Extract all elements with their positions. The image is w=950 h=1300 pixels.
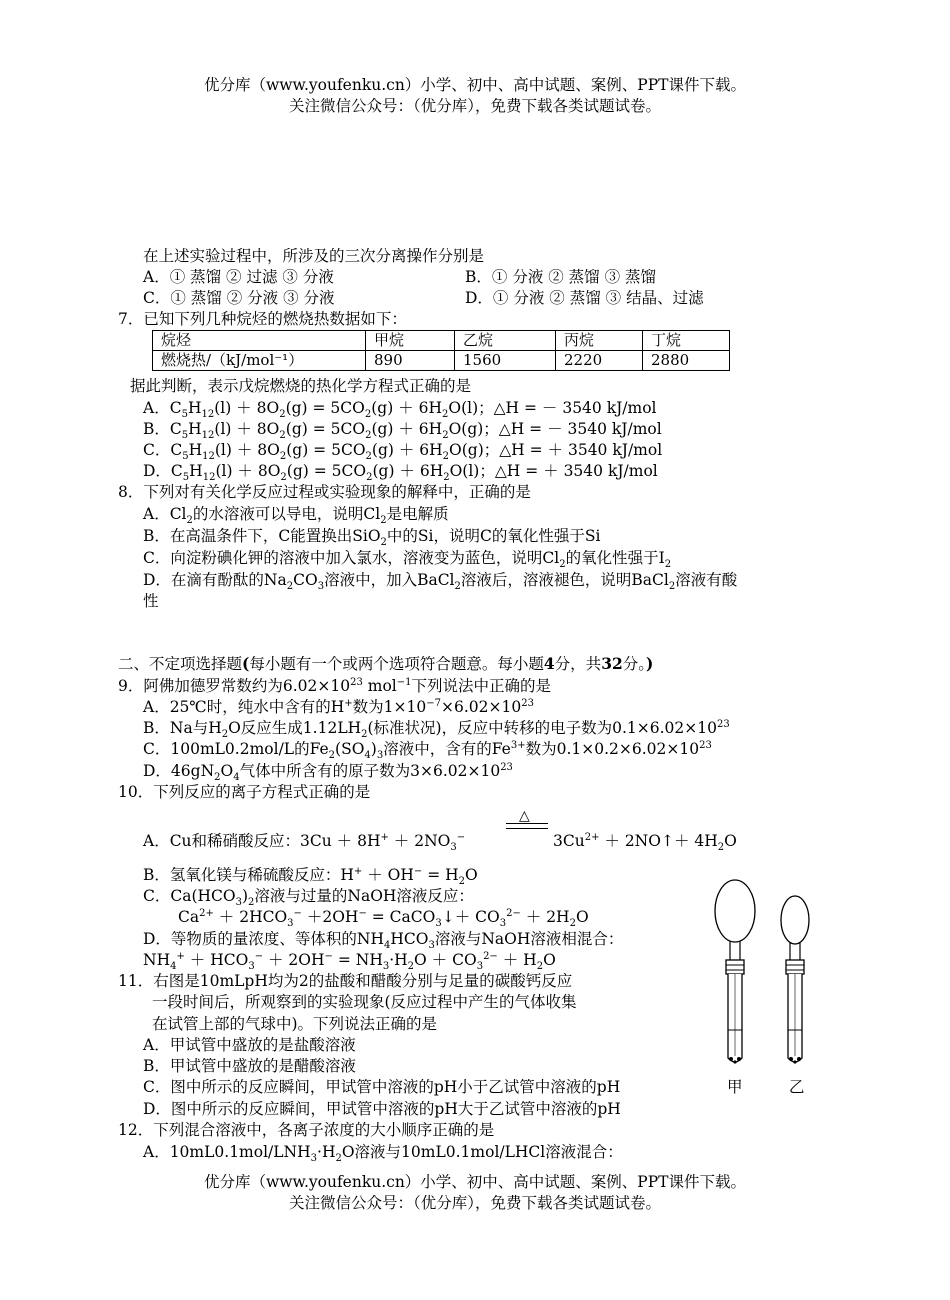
balloon-yi [781,896,809,944]
section-2-title-mid: 分，共 [554,655,602,673]
q6-option-a: A．① 蒸馏 ② 过滤 ③ 分液 [143,268,334,286]
section-2-score-per: 4 [543,654,555,673]
q7-option-a: A．$C_5H_{12}(l) + 8O_2(g) = 5CO_2(g) + 6H_2O(l)$；△H = － 3540 kJ/mol [143,399,657,421]
q9-option-b: B．Na与$H_2O$反应生成$1.12LH_2$(标准状况)，反应中转移的电子数为$0.1\times 6.02\times 10^{23}$ [143,718,730,741]
q9-stem: 9．阿佛加德罗常数约为$6.02\times 10^{23}$ mol$^{-1}$下列说法中正确的是 [118,676,552,695]
label-jia: 甲 [727,1078,743,1096]
equals-line-bottom [506,828,548,829]
balloon-jia [715,880,755,942]
q7-stem: 7．已知下列几种烷烃的燃烧热数据如下： [118,310,407,328]
q10-option-c-equation: $Ca^{2+} + 2HCO_3^- +2OH^-$ = CaCO$_3$↓＋ $CO_3^{2-} + 2H_2O$ [178,907,589,930]
q11-option-b: B．甲试管中盛放的是醋酸溶液 [143,1057,356,1075]
footer-line-2: 关注微信公众号：（优分库），免费下载各类试题试卷。 [288,1194,661,1212]
q10-stem: 10．下列反应的离子方程式正确的是 [118,783,371,801]
balloon-neck-yi [790,943,800,960]
q6-option-c: C．① 蒸馏 ② 分液 ③ 分液 [143,289,335,307]
q11-line-2: 一段时间后，所观察到的实验现象(反应过程中产生的气体收集 [152,993,577,1011]
q10-option-c: C．$Ca(HCO_3)_2$溶液与过量的NaOH溶液反应： [143,887,474,909]
test-tube-figure [700,878,850,1078]
q8-stem: 8．下列对有关化学反应过程或实验现象的解释中，正确的是 [118,483,531,501]
combustion-heat-table [152,330,730,371]
q7-option-c: C．$C_5H_{12}(l) + 8O_2(g) = 5CO_2(g) + 6H_2O(g)$；△H = ＋ 3540 kJ/mol [143,441,663,463]
test-tube-jia [715,880,755,1064]
footer-line-1: 优分库（www.youfenku.cn）小学、初中、高中试题、案例、PPT课件下载。 [203,1173,747,1191]
table-row [153,351,730,371]
table-cell: 燃烧热/（kJ/mol⁻¹） [153,351,366,371]
table-cell: 烷烃 [153,331,366,351]
q11-option-a: A．甲试管中盛放的是盐酸溶液 [143,1036,356,1054]
q10-option-a-product: $3Cu^{2+}$ ＋ 2NO↑＋ $4H_2O$ [553,831,737,854]
header-line-1: 优分库（www.youfenku.cn）小学、初中、高中试题、案例、PPT课件下载。 [203,76,747,94]
balloon-neck-jia [730,941,740,960]
section-2-title: 二、不定项选择题(每小题有一个或两个选项符合题意。每小题4分，共32分。) [118,654,654,673]
table-cell: 乙烷 [455,331,556,351]
table-cell: 890 [366,351,455,371]
q9-option-a: A．25℃时，纯水中含有的H+数为$1\times 10^{-7}\times 6.02\times 10^{23}$ [143,697,534,716]
q12-stem: 12．下列混合溶液中，各离子浓度的大小顺序正确的是 [118,1121,495,1139]
q11-line-3: 在试管上部的气球中)。下列说法正确的是 [152,1015,438,1033]
q7-b-dh: △H = － 3540 kJ/mol [498,420,662,438]
q12-option-a: A．$10mL0.1mol/LNH_3\cdot H_2O$溶液与10mL0.1mol/LHCl溶液混合： [143,1143,623,1165]
q8-option-b: B．在高温条件下，C能置换出SiO$_2$中的Si，说明C的氧化性强于Si [143,527,601,549]
q6-stem: 在上述实验过程中，所涉及的三次分离操作分别是 [143,247,485,265]
q9-option-c: C．100mL0.2mol/L的$Fe_2(SO_4)_3$溶液中，含有的$Fe^{3+}$数为$0.1\times 0.2\times 6.02\times 10^{23}$ [143,739,712,762]
equals-line-top [506,823,548,824]
table-cell: 丙烷 [556,331,643,351]
q10-option-a: A．Cu和稀硝酸反应：$3Cu + 8H^+ + 2NO_3^-$ [143,831,466,854]
q8-option-c: C．向淀粉碘化钾的溶液中加入氯水，溶液变为蓝色，说明$Cl_2$的氧化性强于$I_2$ [143,549,672,571]
section-2-title-start: 二、不定项选择题 [118,655,243,673]
section-2-title-rest: 每小题有一个或两个选项符合题意。每小题 [249,655,544,673]
q7-d-dh: △H = ＋ 3540 kJ/mol [494,462,658,480]
stopper-yi [786,960,804,974]
q7-c-dh: △H = ＋ 3540 kJ/mol [499,441,663,459]
q8-option-d: D．在滴有酚酞的$Na_2CO_3$溶液中，加入BaCl$_2$溶液后，溶液褪色，说明BaCl$_2$溶液有酸 [143,571,738,593]
q11-line-1: 11．右图是10mLpH均为2的盐酸和醋酸分别与足量的碳酸钙反应 [118,972,573,990]
q7-option-b: B．$C_5H_{12}(l) + 8O_2(g) = 5CO_2(g) + 6H_2O(g)$；△H = － 3540 kJ/mol [143,420,662,442]
q10-option-d-equation: $NH_4^+ + HCO_3^- + 2OH^- = NH_3\cdot H_2O + CO_3^{2-} + H_2O$ [143,950,556,973]
q11-option-d: D．图中所示的反应瞬间，甲试管中溶液的pH大于乙试管中溶液的pH [143,1100,621,1118]
table-cell: 丁烷 [643,331,730,351]
test-tube-yi [781,896,809,1064]
q7-a-dh: △H = － 3540 kJ/mol [493,399,657,417]
q8-option-d-tail: 性 [143,592,159,610]
heat-condition-mark: △ [519,808,530,824]
q6-option-d: D．① 分液 ② 蒸馏 ③ 结晶、过滤 [465,289,704,307]
stopper-jia [726,960,744,974]
table-cell: 2220 [556,351,643,371]
header-line-2: 关注微信公众号：（优分库），免费下载各类试题试卷。 [288,97,661,115]
table-cell: 1560 [455,351,556,371]
label-yi: 乙 [789,1078,805,1096]
q8-option-a: A．$Cl_2$的水溶液可以导电，说明$Cl_2$是电解质 [143,505,449,527]
section-2-title-end: 分。 [622,655,647,673]
table-row [153,331,730,351]
q7-lead: 据此判断，表示戊烷燃烧的热化学方程式正确的是 [130,377,472,395]
q10-option-d: D．等物质的量浓度、等体积的$NH_4HCO_3$溶液与NaOH溶液相混合： [143,930,624,952]
q9-option-d: D．$46gN_2O_4$气体中所含有的原子数为$3\times 6.02\times 10^{23}$ [143,761,513,784]
q6-option-b: B．① 分液 ② 蒸馏 ③ 蒸馏 [465,268,657,286]
q11-option-c: C．图中所示的反应瞬间，甲试管中溶液的pH小于乙试管中溶液的pH [143,1078,621,1096]
q10-option-b: B．氢氧化镁与稀硫酸反应：$H^+ + OH^- = H_2O$ [143,865,478,888]
section-2-total: 32 [601,654,623,673]
q7-option-d: D．$C_5H_{12}(l) + 8O_2(g) = 5CO_2(g) + 6H_2O(l)$；△H = ＋ 3540 kJ/mol [143,462,658,484]
table-cell: 甲烷 [366,331,455,351]
table-cell: 2880 [643,351,730,371]
